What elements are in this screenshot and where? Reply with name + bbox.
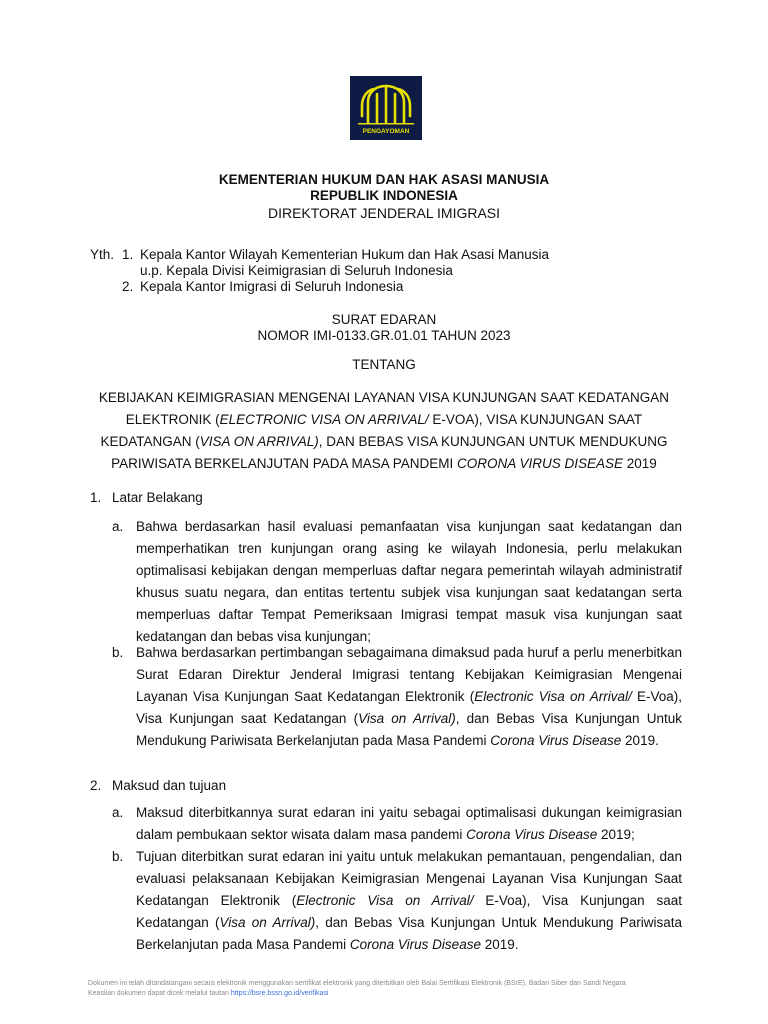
item-text: 2019. bbox=[480, 937, 519, 952]
item-text: Bahwa berdasarkan hasil evaluasi pemanfaatan visa kunjungan saat kedatangan dan memperhatikan tren kunjungan orang asing ke wilayah Indonesia, perlu melakukan optimalisasi kebijakan dengan memperluas daftar negara pemerintah wilayah administratif khusus suatu negara, dan entitas tertentu subjek visa kunjungan saat kedatangan serta memperluas daftar Tempat Pemeriksaan Imigrasi tempat masuk visa kunjungan saat kedatangan dan bebas visa kunjungan; bbox=[136, 519, 682, 644]
subject-text: E-VOA), VISA KUNJUNGAN SAAT KEDATANGAN ( bbox=[100, 412, 643, 449]
notice-line: Dokumen ini telah ditandatangani secara elektronik menggunakan sertifikat elektronik yang diterbitkan oleh Balai Sertifikasi Elektronik (BSrE), Badan Siber dan Sandi Negara bbox=[88, 980, 626, 987]
item-paragraph bbox=[136, 846, 682, 956]
country-name: REPUBLIK INDONESIA bbox=[310, 188, 458, 203]
item-marker: a. bbox=[112, 519, 124, 534]
addressee-line: u.p. Kepala Divisi Keimigrasian di Seluruh Indonesia bbox=[140, 263, 453, 278]
item-marker: b. bbox=[112, 645, 124, 660]
item-text: , dan Bebas Visa Kunjungan Untuk Mendukung Pariwisata Berkelanjutan pada Masa Pandemi bbox=[136, 711, 682, 748]
section-number: 2. bbox=[90, 778, 102, 793]
addressee-number: 2. bbox=[122, 279, 134, 294]
ministry-name: KEMENTERIAN HUKUM DAN HAK ASASI MANUSIA bbox=[218, 172, 550, 187]
e-signature-notice bbox=[88, 979, 708, 999]
item-text: E-Voa), Visa Kunjungan saat Kedatangan ( bbox=[136, 893, 683, 930]
letter-about: TENTANG bbox=[352, 357, 416, 372]
logo-text: PENGAYOMAN bbox=[362, 128, 410, 135]
letter-subject bbox=[82, 387, 686, 475]
letter-type: SURAT EDARAN bbox=[331, 312, 437, 327]
subject-text-italic: CORONA VIRUS DISEASE bbox=[456, 456, 624, 471]
item-marker: a. bbox=[112, 805, 124, 820]
subject-text: KEBIJAKAN KEIMIGRASIAN MENGENAI LAYANAN VISA KUNJUNGAN SAAT KEDATANGAN ELEKTRONIK ( bbox=[98, 390, 670, 427]
item-text-italic: Visa on Arrival) bbox=[219, 915, 316, 930]
subject-text: 2019 bbox=[623, 456, 657, 471]
item-text-italic: Corona Virus Disease bbox=[490, 733, 622, 748]
addressee-line: Kepala Kantor Wilayah Kementerian Hukum dan Hak Asasi Manusia bbox=[140, 247, 549, 262]
pengayoman-logo bbox=[350, 76, 422, 140]
notice-text: Keaslian dokumen dapat dicek melalui tautan bbox=[88, 990, 231, 997]
item-paragraph bbox=[136, 516, 682, 648]
item-text: 2019; bbox=[597, 827, 635, 842]
item-paragraph bbox=[136, 802, 682, 846]
item-marker: b. bbox=[112, 849, 124, 864]
item-text-italic: Electronic Visa on Arrival/ bbox=[474, 689, 632, 704]
directorate-name: DIREKTORAT JENDERAL IMIGRASI bbox=[267, 205, 501, 221]
item-text-italic: Corona Virus Disease bbox=[349, 937, 481, 952]
subject-text-italic: VISA ON ARRIVAL) bbox=[199, 434, 319, 449]
item-text: E-Voa), Visa Kunjungan saat Kedatangan ( bbox=[136, 689, 682, 726]
addressee-label: Yth. bbox=[90, 247, 115, 262]
section-title: Maksud dan tujuan bbox=[112, 778, 227, 793]
item-paragraph bbox=[136, 642, 682, 752]
item-text: , dan Bebas Visa Kunjungan Untuk Mendukung Pariwisata Berkelanjutan pada Masa Pandemi bbox=[136, 915, 682, 952]
section-title: Latar Belakang bbox=[112, 490, 203, 505]
item-text-italic: Electronic Visa on Arrival/ bbox=[296, 893, 474, 908]
notice-line bbox=[88, 989, 708, 999]
item-text: Maksud diterbitkannya surat edaran ini yaitu sebagai optimalisasi dukungan keimigrasian dalam pembukaan sektor wisata dalam masa pandemi bbox=[136, 805, 682, 842]
addressee-number: 1. bbox=[122, 247, 134, 262]
addressee-line: Kepala Kantor Imigrasi di Seluruh Indonesia bbox=[140, 279, 404, 294]
letter-number: NOMOR IMI-0133.GR.01.01 TAHUN 2023 bbox=[257, 328, 511, 343]
subject-text: , DAN BEBAS VISA KUNJUNGAN UNTUK MENDUKUNG PARIWISATA BERKELANJUTAN PADA MASA PANDEMI bbox=[111, 434, 668, 471]
subject-text-italic: ELECTRONIC VISA ON ARRIVAL/ bbox=[219, 412, 429, 427]
item-text-italic: Visa on Arrival) bbox=[358, 711, 456, 726]
item-text: 2019. bbox=[621, 733, 659, 748]
banyan-tree-emblem-icon bbox=[350, 76, 422, 140]
section-number: 1. bbox=[90, 490, 102, 505]
item-text-italic: Corona Virus Disease bbox=[466, 827, 598, 842]
verification-link[interactable]: https://bsre.bssn.go.id/verifikasi bbox=[230, 990, 329, 997]
item-text: Tujuan diterbitkan surat edaran ini yaitu untuk melakukan pemantauan, pengendalian, dan evaluasi pelaksanaan Kebijakan Keimigrasian Mengenai Layanan Visa Kunjungan Saat Kedatangan Elektronik ( bbox=[136, 849, 682, 908]
item-text: Bahwa berdasarkan pertimbangan sebagaimana dimaksud pada huruf a perlu menerbitkan Surat Edaran Direktur Jenderal Imigrasi tentang Kebijakan Keimigrasian Mengenai Layanan Visa Kunjungan Saat Kedatangan Elektronik ( bbox=[136, 645, 682, 704]
